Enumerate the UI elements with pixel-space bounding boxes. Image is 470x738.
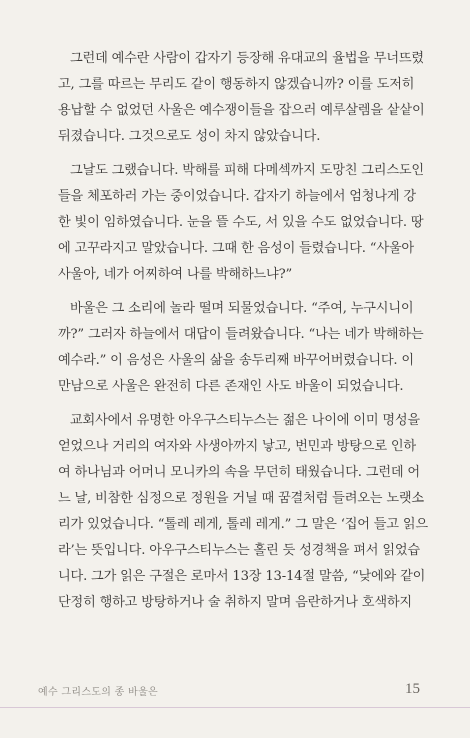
text-line: 그런데 예수란 사람이 갑자기 등장해 유대교의 율법을 무너뜨렸 [70, 51, 424, 66]
text-line: 그날도 그랬습니다. 박해를 피해 다메섹까지 도망친 그리스도인 [70, 163, 424, 178]
text-line: 들을 체포하러 가는 중이었습니다. 갑자기 하늘에서 엄청나게 강 [58, 189, 416, 204]
text-line: 느 날, 비참한 심정으로 정원을 거닐 때 꿈결처럼 들려오는 노랫소 [58, 491, 424, 506]
text-line: 니다. 그가 읽은 구절은 로마서 13장 13-14절 말씀, “낮에와 같이 [58, 569, 426, 584]
running-title: 예수 그리스도의 종 바울은 [38, 687, 158, 698]
text-line: 얻었으나 거리의 여자와 사생아까지 낳고, 번민과 방탕으로 인하 [58, 439, 416, 454]
text-line: 한 빛이 임하였습니다. 눈을 뜰 수도, 서 있을 수도 없었습니다. 땅 [58, 215, 424, 230]
text-line: 사울아, 네가 어찌하여 나를 박해하느냐?” [58, 267, 292, 282]
text-line: 에 고꾸라지고 말았습니다. 그때 한 음성이 들렸습니다. “사울아 [58, 241, 414, 256]
page-footer [38, 678, 420, 698]
text-line: 까?” 그러자 하늘에서 대답이 들려왔습니다. “나는 네가 박해하는 [58, 327, 424, 342]
text-line: 뒤졌습니다. 그것으로도 성이 차지 않았습니다. [58, 129, 321, 144]
text-line: 라’는 뜻입니다. 아우구스티누스는 홀린 듯 성경책을 펴서 읽었습 [58, 543, 420, 558]
paragraph [58, 408, 430, 616]
text-line: 용납할 수 없었던 사울은 예수쟁이들을 잡으러 예루살렘을 샅샅이 [58, 103, 425, 118]
page-number: 15 [405, 681, 420, 697]
body-text [58, 46, 430, 624]
text-line: 여 하나님과 어머니 모니카의 속을 무던히 태웠습니다. 그런데 어 [58, 465, 420, 480]
text-line: 만남으로 사울은 완전히 다른 존재인 사도 바울이 되었습니다. [58, 379, 404, 394]
paragraph [58, 296, 430, 400]
paragraph [58, 158, 430, 288]
text-line: 교회사에서 유명한 아우구스티누스는 젊은 나이에 이미 명성을 [70, 413, 420, 428]
text-line: 단정히 행하고 방탕하거나 술 취하지 말며 음란하거나 호색하지 [58, 595, 412, 610]
text-line: 리가 있었습니다. “톨레 레게, 톨레 레게.” 그 말은 ‘집어 들고 읽으 [58, 517, 428, 532]
paragraph [58, 46, 430, 150]
text-line: 바울은 그 소리에 놀라 떨며 되물었습니다. “주여, 누구시니이 [70, 301, 414, 316]
text-line: 예수라.” 이 음성은 사울의 삶을 송두리째 바꾸어버렸습니다. 이 [58, 353, 414, 368]
footer-divider [0, 707, 470, 708]
text-line: 고, 그를 따르는 무리도 같이 행동하지 않겠습니까? 이를 도저히 [58, 77, 415, 92]
